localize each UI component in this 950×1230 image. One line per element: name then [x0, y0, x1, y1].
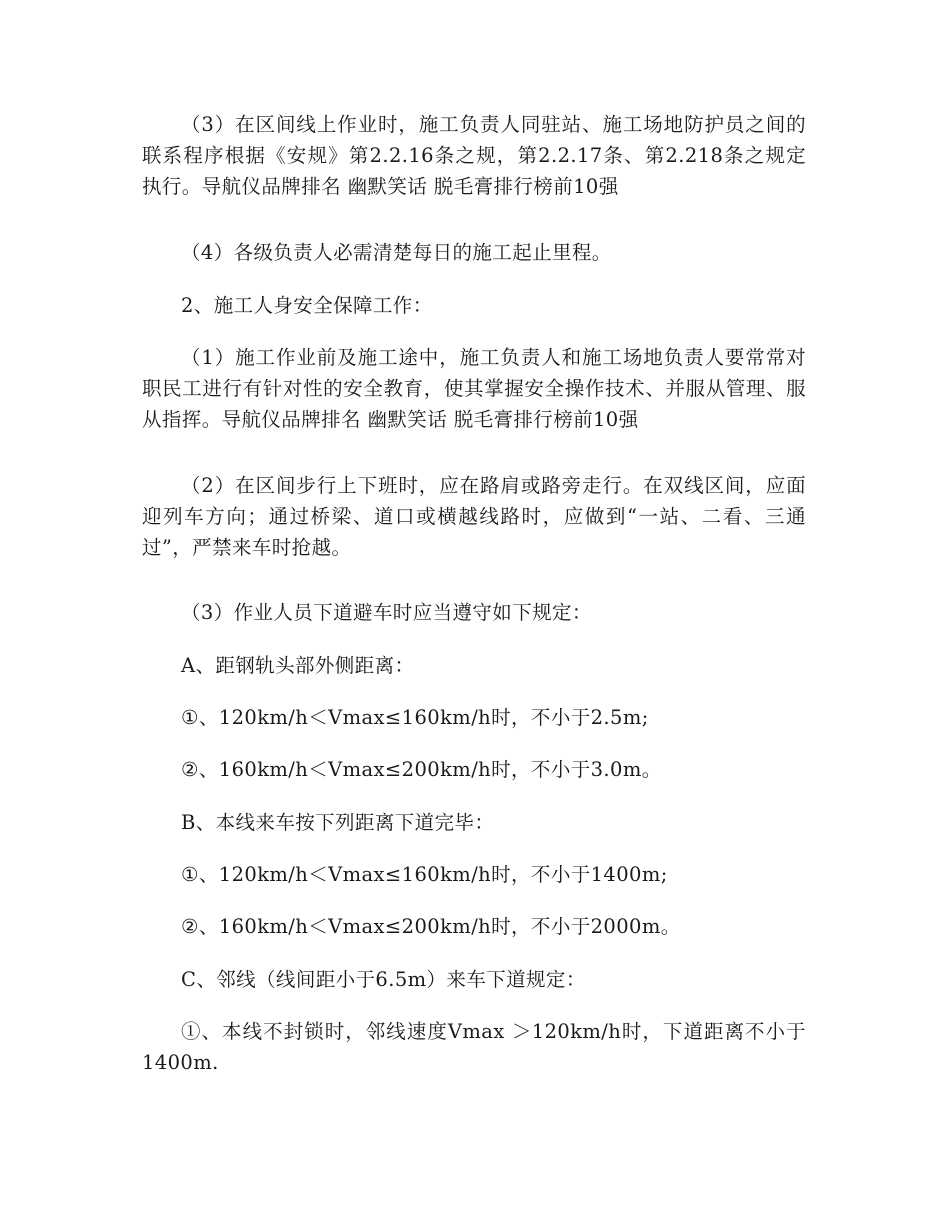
list-item-adjacent-line-1: ①、本线不封锁时，邻线速度Vmax ＞120km/h时，下道距离不小于1400m. — [142, 1020, 806, 1074]
list-item-rail-distance-1: ①、120km/h＜Vmax≤160km/h时，不小于2.5m; — [181, 706, 649, 729]
subheading-adjacent-line: C、邻线（线间距小于6.5m）来车下道规定： — [181, 968, 586, 991]
list-item-rail-distance-2: ②、160km/h＜Vmax≤200km/h时，不小于3.0m。 — [181, 758, 662, 781]
list-item-same-line-1: ①、120km/h＜Vmax≤160km/h时，不小于1400m; — [181, 863, 668, 886]
subheading-rail-distance: A、距钢轨头部外侧距离： — [181, 654, 415, 677]
paragraph-daily-mileage: （4）各级负责人必需清楚每日的施工起止里程。 — [181, 241, 612, 264]
paragraph-station-contact-procedure: （3）在区间线上作业时，施工负责人同驻站、施工场地防护员之间的联系程序根据《安规》第2.2.16条之规，第2.2.17条、第2.218条之规定执行。导航仪品牌排名 幽默笑话 脱毛膏排行榜前10强 — [142, 113, 806, 198]
paragraph-safety-education: （1）施工作业前及施工途中，施工负责人和施工场地负责人要常常对职民工进行有针对性的安全教育，使其掌握安全操作技术、并服从管理、服从指挥。导航仪品牌排名 幽默笑话 脱毛膏排行榜前10强 — [142, 346, 806, 431]
subheading-same-line-clearance: B、本线来车按下列距离下道完毕： — [181, 811, 495, 834]
list-item-same-line-2: ②、160km/h＜Vmax≤200km/h时，不小于2000m。 — [181, 915, 681, 938]
paragraph-walking-rules: （2）在区间步行上下班时，应在路肩或路旁走行。在双线区间，应面迎列车方向；通过桥梁、道口或横越线路时，应做到“一站、二看、三通过”，严禁来车时抢越。 — [142, 474, 806, 559]
paragraph-train-avoidance-rules: （3）作业人员下道避车时应当遵守如下规定： — [181, 601, 592, 624]
section-heading-personal-safety: 2、施工人身安全保障工作： — [181, 294, 433, 317]
